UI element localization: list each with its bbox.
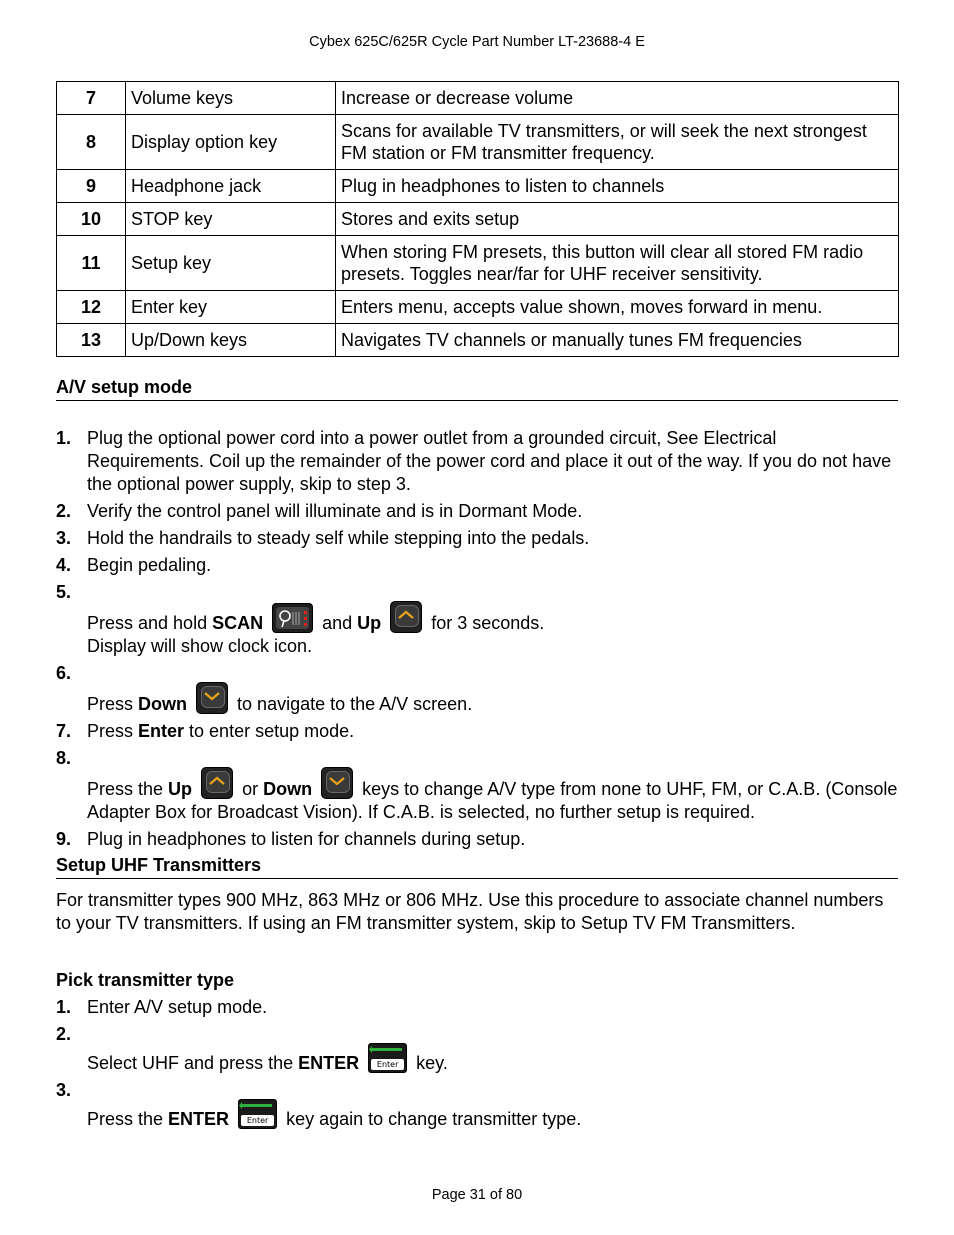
av-setup-steps — [56, 427, 898, 855]
step-number: 2. — [56, 1024, 72, 1044]
step-text: Press — [87, 694, 139, 714]
row-name: Volume keys — [126, 82, 336, 115]
row-description: Enters menu, accepts value shown, moves forward in menu. — [336, 291, 899, 324]
step-text: to enter setup mode. — [184, 721, 355, 741]
page-footer: Page 31 of 80 — [431, 1187, 523, 1203]
pick-type-steps — [56, 996, 898, 1135]
list-item — [56, 720, 898, 743]
step-text: and — [322, 613, 358, 633]
step-number: 1. — [56, 428, 72, 448]
step-text: or — [242, 779, 264, 799]
row-name: Up/Down keys — [126, 324, 336, 357]
row-number: 11 — [57, 236, 126, 291]
step-number: 5. — [56, 582, 72, 602]
up-key-icon — [390, 601, 422, 633]
av-setup-heading: A/V setup mode — [56, 377, 898, 401]
list-item — [56, 828, 898, 851]
up-key-icon — [201, 767, 233, 799]
step-number: 9. — [56, 829, 72, 849]
row-number: 13 — [57, 324, 126, 357]
enter-key-label: Enter — [241, 1115, 274, 1126]
step-text: Plug in headphones to listen for channels during setup. — [87, 829, 526, 849]
step-text: to navigate to the A/V screen. — [237, 694, 473, 714]
row-name: Setup key — [126, 236, 336, 291]
step-text: key. — [416, 1053, 448, 1073]
step-text: Plug the optional power cord into a power outlet from a grounded circuit, See Electrical Requirements. Coil up the remainder of the power cord and place it out of the way. If you do not have the optional power supply, skip to step 3. — [87, 428, 892, 494]
row-name: Display option key — [126, 115, 336, 170]
step-number: 6. — [56, 663, 72, 683]
step-number: 8. — [56, 748, 72, 768]
table-row — [57, 115, 899, 170]
list-item — [56, 1023, 898, 1075]
row-name: Headphone jack — [126, 170, 336, 203]
row-description: Increase or decrease volume — [336, 82, 899, 115]
scan-key-icon — [272, 603, 313, 633]
step-number: 2. — [56, 501, 72, 521]
key-name: Down — [263, 779, 313, 799]
key-name: Up — [168, 779, 193, 799]
row-number: 9 — [57, 170, 126, 203]
list-item — [56, 581, 898, 658]
step-text: Press and hold — [87, 613, 213, 633]
step-text: Begin pedaling. — [87, 555, 212, 575]
row-description: Navigates TV channels or manually tunes FM frequencies — [336, 324, 899, 357]
step-text: Select UHF and press the — [87, 1053, 299, 1073]
down-key-icon — [321, 767, 353, 799]
list-item — [56, 554, 898, 577]
step-number: 7. — [56, 721, 72, 741]
row-number: 12 — [57, 291, 126, 324]
step-text: Verify the control panel will illuminate and is in Dormant Mode. — [87, 501, 583, 521]
list-item — [56, 996, 898, 1019]
table-row — [57, 291, 899, 324]
list-item — [56, 427, 898, 496]
key-name: Down — [138, 694, 188, 714]
step-number: 3. — [56, 528, 72, 548]
step-text: keys to change A/V type from none to UHF, FM, or C.A.B. (Console Adapter Box for Broadcast Vision). If C.A.B. is selected, no further setup is required. — [87, 779, 898, 822]
table-row — [57, 324, 899, 357]
step-text: Press the — [87, 779, 169, 799]
list-item — [56, 662, 898, 716]
pick-type-heading: Pick transmitter type — [56, 970, 235, 990]
row-description: When storing FM presets, this button will clear all stored FM radio presets. Toggles near/far for UHF receiver sensitivity. — [336, 236, 899, 291]
step-text: Display will show clock icon. — [87, 636, 313, 656]
enter-key-icon — [368, 1043, 407, 1073]
step-text: Enter A/V setup mode. — [87, 997, 268, 1017]
key-name: Up — [357, 613, 382, 633]
row-description: Plug in headphones to listen to channels — [336, 170, 899, 203]
row-number: 8 — [57, 115, 126, 170]
table-row — [57, 236, 899, 291]
keys-table — [56, 81, 899, 357]
list-item — [56, 747, 898, 824]
row-description: Stores and exits setup — [336, 203, 899, 236]
list-item — [56, 527, 898, 550]
page-header: Cybex 625C/625R Cycle Part Number LT-23688-4 E — [309, 34, 645, 50]
step-text: Hold the handrails to steady self while stepping into the pedals. — [87, 528, 590, 548]
step-text: for 3 seconds. — [431, 613, 545, 633]
uhf-paragraph: For transmitter types 900 MHz, 863 MHz or 806 MHz. Use this procedure to associate channel numbers to your TV transmitters. If using an FM transmitter system, skip to Setup TV FM Transmitters. — [56, 890, 884, 933]
enter-key-label: Enter — [371, 1059, 404, 1070]
key-name: SCAN — [212, 613, 264, 633]
row-description: Scans for available TV transmitters, or will seek the next strongest FM station or FM transmitter frequency. — [336, 115, 899, 170]
table-row — [57, 82, 899, 115]
step-text: Press the — [87, 1109, 169, 1129]
row-name: STOP key — [126, 203, 336, 236]
row-name: Enter key — [126, 291, 336, 324]
enter-key-icon — [238, 1099, 277, 1129]
step-text: Press — [87, 721, 139, 741]
key-name: Enter — [138, 721, 185, 741]
step-number: 4. — [56, 555, 72, 575]
list-item — [56, 1079, 898, 1131]
row-number: 10 — [57, 203, 126, 236]
step-number: 1. — [56, 997, 72, 1017]
down-key-icon — [196, 682, 228, 714]
table-row — [57, 170, 899, 203]
step-number: 3. — [56, 1080, 72, 1100]
table-row — [57, 203, 899, 236]
row-number: 7 — [57, 82, 126, 115]
uhf-heading: Setup UHF Transmitters — [56, 855, 898, 879]
key-name: ENTER — [168, 1109, 230, 1129]
key-name: ENTER — [298, 1053, 360, 1073]
list-item — [56, 500, 898, 523]
step-text: key again to change transmitter type. — [286, 1109, 582, 1129]
